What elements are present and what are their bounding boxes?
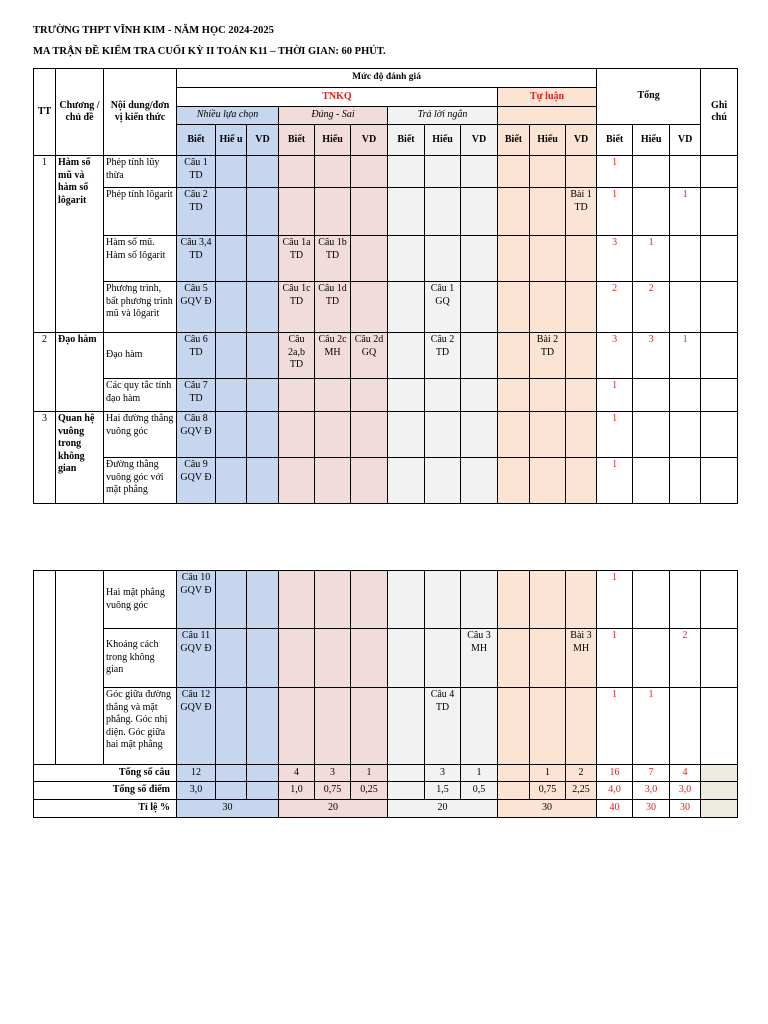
total-cell: 7 [633, 765, 670, 782]
total-cell: 1 [461, 765, 498, 782]
total-cell: 1 [597, 688, 633, 765]
table-row [34, 688, 738, 765]
total-cell: 16 [597, 765, 633, 782]
content-cell: Phép tính lôgarit [104, 188, 177, 236]
col-ghichu: Ghi chú [701, 69, 738, 156]
total-cell: 0,25 [351, 782, 388, 800]
table-row [34, 412, 738, 458]
col-hieu: Hiểu [315, 125, 351, 156]
row-label: Tỉ lệ % [34, 800, 177, 818]
total-cell: 3 [425, 765, 461, 782]
col-tnkq: TNKQ [177, 88, 498, 107]
document-title: MA TRẬN ĐỀ KIỂM TRA CUỐI KỲ II TOÁN K11 – THỜI GIAN: 60 PHÚT. [33, 46, 386, 57]
matrix-table-part-1 [33, 68, 738, 504]
total-cell: 20 [388, 800, 498, 818]
col-nhieu-lua-chon: Nhiều lựa chọn [177, 107, 279, 125]
col-tuluan: Tự luận [498, 88, 597, 107]
question-cell: Câu 1d TD [315, 282, 351, 333]
total-cell: 1 [670, 188, 701, 236]
col-vd: VD [670, 125, 701, 156]
total-cell: 30 [177, 800, 279, 818]
col-vd: VD [461, 125, 498, 156]
question-cell: Bài 1 TD [566, 188, 597, 236]
content-cell: Đường thẳng vuông góc với mặt phẳng [104, 458, 177, 504]
total-cell: 30 [633, 800, 670, 818]
table-row [34, 379, 738, 412]
total-cell: 1 [597, 156, 633, 188]
total-cell: 3 [597, 236, 633, 282]
total-cell: 1 [597, 412, 633, 458]
total-cell: 1 [351, 765, 388, 782]
total-cell: 4 [670, 765, 701, 782]
total-cell: 0,75 [530, 782, 566, 800]
question-cell: Câu 1 TD [177, 156, 216, 188]
question-cell: Câu 2d GQ [351, 333, 388, 379]
chapter-stt: 3 [34, 412, 56, 504]
total-points-row [34, 782, 738, 800]
table-row [34, 571, 738, 629]
question-cell: Câu 5 GQV Đ [177, 282, 216, 333]
question-cell: Câu 3,4 TD [177, 236, 216, 282]
total-cell: 4 [279, 765, 315, 782]
col-noidung: Nội dung/đơn vị kiến thức [104, 69, 177, 156]
col-hieu: Hiểu [530, 125, 566, 156]
question-cell: Câu 11 GQV Đ [177, 629, 216, 688]
percentage-row [34, 800, 738, 818]
total-cell: 0,75 [315, 782, 351, 800]
total-cell: 1 [597, 188, 633, 236]
content-cell: Góc giữa đường thẳng và mặt phẳng. Góc nhị diện. Góc giữa hai mặt phẳng [104, 688, 177, 765]
question-cell: Câu 1a TD [279, 236, 315, 282]
question-cell: Câu 4 TD [425, 688, 461, 765]
total-cell: 2 [566, 765, 597, 782]
question-cell: Bài 3 MH [566, 629, 597, 688]
matrix-table-part-2 [33, 570, 738, 818]
total-cell: 1,0 [279, 782, 315, 800]
total-cell: 3,0 [670, 782, 701, 800]
question-cell: Câu 7 TD [177, 379, 216, 412]
total-cell: 12 [177, 765, 216, 782]
col-biet: Biết [498, 125, 530, 156]
question-cell: Câu 2c MH [315, 333, 351, 379]
content-cell: Hai đường thẳng vuông góc [104, 412, 177, 458]
col-vd: VD [247, 125, 279, 156]
content-cell: Các quy tắc tính đạo hàm [104, 379, 177, 412]
total-cell: 3,0 [633, 782, 670, 800]
col-tt: TT [34, 69, 56, 156]
col-biet: Biết [388, 125, 425, 156]
col-vd: VD [566, 125, 597, 156]
row-label: Tổng số câu [34, 765, 177, 782]
total-cell: 30 [670, 800, 701, 818]
total-cell: 1 [597, 458, 633, 504]
total-cell: 30 [498, 800, 597, 818]
question-cell: Câu 2 TD [425, 333, 461, 379]
col-hieu: Hiể u [216, 125, 247, 156]
content-cell: Hàm số mũ. Hàm số lôgarit [104, 236, 177, 282]
total-cell: 3 [315, 765, 351, 782]
row-label: Tổng số điểm [34, 782, 177, 800]
total-cell: 2,25 [566, 782, 597, 800]
total-cell: 1 [597, 379, 633, 412]
col-vd: VD [351, 125, 388, 156]
col-mucdo: Mức độ đánh giá [177, 69, 597, 88]
table-row [34, 156, 738, 188]
question-cell: Câu 12 GQV Đ [177, 688, 216, 765]
content-cell: Phép tính lũy thừa [104, 156, 177, 188]
col-tong: Tổng [597, 69, 701, 125]
col-tuluan-blank [498, 107, 597, 125]
question-cell: Bài 2 TD [530, 333, 566, 379]
total-cell: 1 [633, 236, 670, 282]
school-header: TRƯỜNG THPT VĨNH KIM - NĂM HỌC 2024-2025 [33, 25, 274, 36]
total-cell: 1 [597, 629, 633, 688]
total-cell: 20 [279, 800, 388, 818]
question-cell: Câu 10 GQV Đ [177, 571, 216, 629]
question-cell: Câu 3 MH [461, 629, 498, 688]
table-row [34, 458, 738, 504]
total-cell: 3,0 [177, 782, 216, 800]
question-cell: Câu 1b TD [315, 236, 351, 282]
question-cell: Câu 8 GQV Đ [177, 412, 216, 458]
col-hieu: Hiểu [633, 125, 670, 156]
col-biet: Biết [597, 125, 633, 156]
col-dung-sai: Đúng - Sai [279, 107, 388, 125]
table-row [34, 188, 738, 236]
table-row [34, 236, 738, 282]
col-chuong: Chương / chủ đề [56, 69, 104, 156]
total-cell: 40 [597, 800, 633, 818]
col-tra-loi-ngan: Trả lời ngắn [388, 107, 498, 125]
content-cell: Phương trình, bất phương trình mũ và lôgarit [104, 282, 177, 333]
total-cell: 2 [670, 629, 701, 688]
total-cell: 3 [633, 333, 670, 379]
content-cell: Đạo hàm [104, 333, 177, 379]
col-hieu: Hiểu [425, 125, 461, 156]
content-cell: Khoảng cách trong không gian [104, 629, 177, 688]
total-cell: 2 [633, 282, 670, 333]
total-cell: 4,0 [597, 782, 633, 800]
content-cell: Hai mặt phẳng vuông góc [104, 571, 177, 629]
total-cell: 1 [597, 571, 633, 629]
table-row [34, 629, 738, 688]
question-cell: Câu 9 GQV Đ [177, 458, 216, 504]
total-cell: 2 [597, 282, 633, 333]
chapter-stt: 1 [34, 156, 56, 333]
chapter-name: Đạo hàm [56, 333, 104, 412]
col-biet: Biết [177, 125, 216, 156]
question-cell: Câu 6 TD [177, 333, 216, 379]
total-cell: 3 [597, 333, 633, 379]
chapter-stt: 2 [34, 333, 56, 412]
table-row [34, 282, 738, 333]
chapter-name: Quan hệ vuông trong không gian [56, 412, 104, 504]
question-cell: Câu 1c TD [279, 282, 315, 333]
question-cell: Câu 1 GQ [425, 282, 461, 333]
total-questions-row [34, 765, 738, 782]
question-cell: Câu 2a,b TD [279, 333, 315, 379]
question-cell: Câu 2 TD [177, 188, 216, 236]
total-cell: 1 [633, 688, 670, 765]
total-cell: 1,5 [425, 782, 461, 800]
total-cell: 1 [530, 765, 566, 782]
total-cell: 0,5 [461, 782, 498, 800]
total-cell: 1 [670, 333, 701, 379]
table-row [34, 333, 738, 379]
chapter-name: Hàm số mũ và hàm số lôgarit [56, 156, 104, 333]
col-biet: Biết [279, 125, 315, 156]
